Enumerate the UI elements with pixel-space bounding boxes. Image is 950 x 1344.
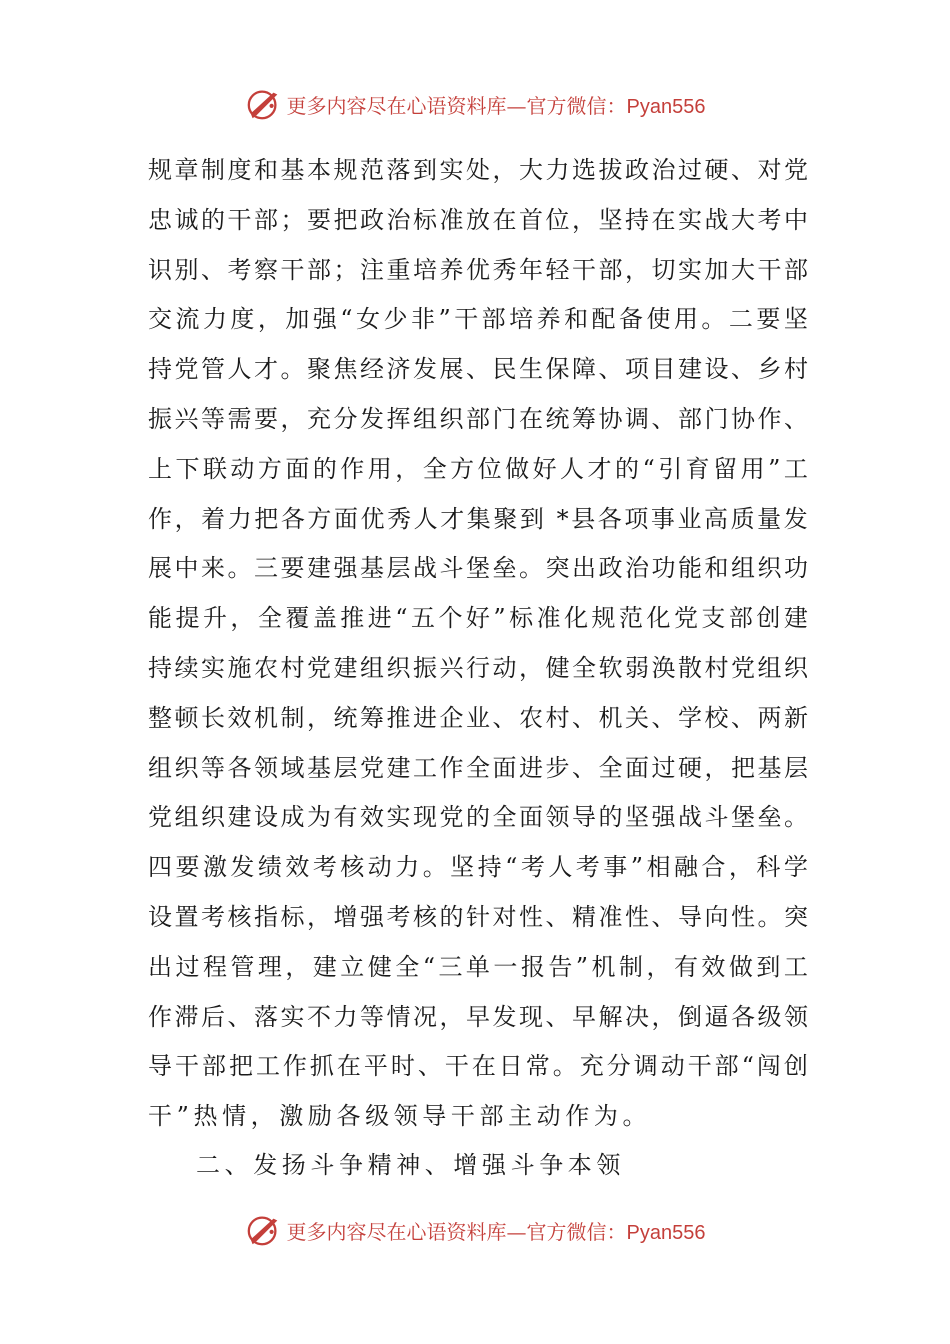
body-line: 持 续 实 施 农 村 党 建 组 织 振 兴 行 动 ， 健 全 软 弱 涣 散 村 党 组 织	[148, 653, 808, 682]
body-line: 持 党 管 人 才 。 聚 焦 经 济 发 展 、 民 生 保 障 、 项 目 建 设 、 乡 村	[148, 355, 808, 384]
banner-wechat-id: Pyan556	[626, 95, 706, 118]
footer-banner	[0, 1210, 950, 1250]
banner-main-text: 更多内容尽在心语资料库	[286, 1219, 507, 1244]
banner-dash: —	[506, 93, 527, 118]
body-line: 振 兴 等 需 要 ， 充 分 发 挥 组 织 部 门 在 统 筹 协 调 、 部 门 协 作 、	[148, 404, 808, 433]
pen-circle-logo-icon	[245, 85, 283, 123]
header-banner	[0, 84, 950, 124]
banner-text	[287, 90, 706, 119]
body-line: 干”热情，激励各级领导干部主动作为。	[148, 1102, 652, 1131]
document-body	[148, 146, 808, 1142]
body-line: 党 组 织 建 设 成 为 有 效 实 现 党 的 全 面 领 导 的 坚 强 战 斗 堡 垒 。	[148, 803, 808, 832]
banner-wechat-label: 官方微信：	[526, 93, 627, 118]
body-line: 四 要 激 发 绩 效 考 核 动 力 。 坚 持 “ 考 人 考 事 ” 相 融 合 ， 科 学	[148, 853, 808, 882]
banner-dash: —	[506, 1219, 527, 1244]
banner-main-text: 更多内容尽在心语资料库	[286, 93, 507, 118]
banner-wechat-label: 官方微信：	[526, 1219, 627, 1244]
body-line: 作 滞 后 、 落 实 不 力 等 情 况 ， 早 发 现 、 早 解 决 ， 倒 逼 各 级 领	[148, 1002, 808, 1031]
body-line: 规 章 制 度 和 基 本 规 范 落 到 实 处 ， 大 力 选 拔 政 治 过 硬 、 对 党	[148, 156, 808, 184]
body-line: 交 流 力 度 ， 加 强 “ 女 少 非 ” 干 部 培 养 和 配 备 使 用 。 二 要 坚	[148, 305, 808, 334]
body-line: 整 顿 长 效 机 制 ， 统 筹 推 进 企 业 、 农 村 、 机 关 、 学 校 、 两 新	[148, 703, 808, 732]
banner-text	[287, 1216, 706, 1245]
body-line: 识 别 、 考 察 干 部 ； 注 重 培 养 优 秀 年 轻 干 部 ， 切 实 加 大 干 部	[148, 255, 808, 284]
body-line: 设 置 考 核 指 标 ， 增 强 考 核 的 针 对 性 、 精 准 性 、 导 向 性 。 突	[148, 902, 808, 931]
body-line: 出 过 程 管 理 ， 建 立 健 全 “ 三 单 一 报 告 ” 机 制 ， 有 效 做 到 工	[148, 952, 808, 981]
pen-circle-logo-icon	[245, 1211, 283, 1249]
section-heading: 二、发扬斗争精神、增强斗争本领	[196, 1151, 625, 1179]
banner-wechat-id: Pyan556	[626, 1221, 706, 1244]
body-line: 上 下 联 动 方 面 的 作 用 ， 全 方 位 做 好 人 才 的 “ 引 育 留 用 ” 工	[148, 454, 808, 483]
body-line: 能 提 升 ， 全 覆 盖 推 进 “ 五 个 好 ” 标 准 化 规 范 化 党 支 部 创 建	[148, 604, 808, 633]
body-line: 作 ， 着 力 把 各 方 面 优 秀 人 才 集 聚 到 * 县 各 项 事 业 高 质 量 发	[148, 504, 808, 533]
body-line: 忠 诚 的 干 部 ； 要 把 政 治 标 准 放 在 首 位 ， 坚 持 在 实 战 大 考 中	[148, 205, 808, 234]
body-line: 组 织 等 各 领 域 基 层 党 建 工 作 全 面 进 步 、 全 面 过 硬 ， 把 基 层	[148, 753, 808, 782]
body-line: 展 中 来 。 三 要 建 强 基 层 战 斗 堡 垒 。 突 出 政 治 功 能 和 组 织 功	[148, 554, 808, 583]
body-line: 导 干 部 把 工 作 抓 在 平 时 、 干 在 日 常 。 充 分 调 动 干 部 “ 闯 创	[148, 1052, 808, 1081]
